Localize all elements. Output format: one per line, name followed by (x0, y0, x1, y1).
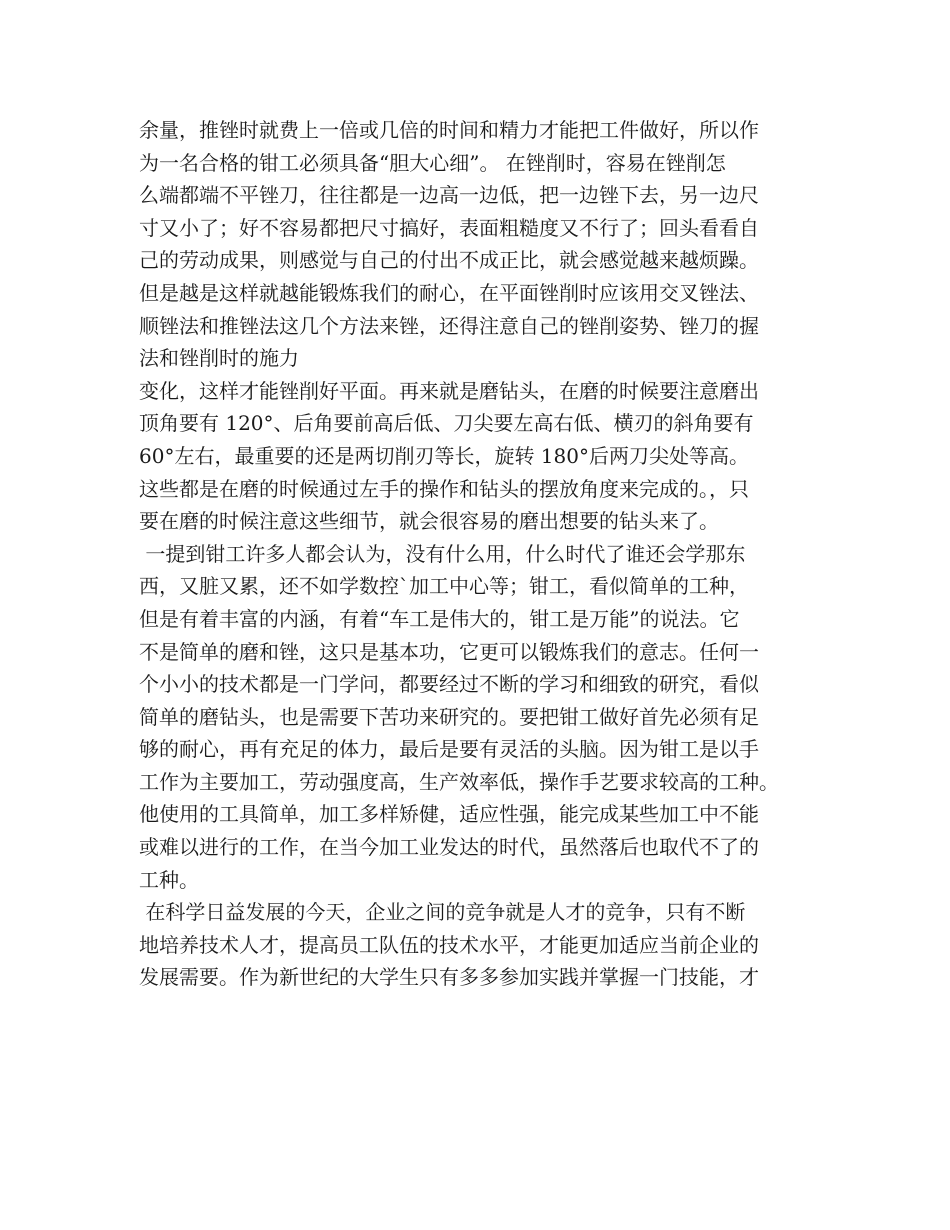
text-line: 寸又小了；好不容易都把尺寸搞好，表面粗糙度又不行了；回头看看自 (139, 215, 759, 240)
text-line: 顺锉法和推锉法这几个方法来锉，还得注意自己的锉削姿势、锉刀的握 (139, 313, 759, 338)
text-line: 己的劳动成果，则感觉与自己的付出不成正比，就会感觉越来越烦躁。 (139, 248, 759, 273)
text-line: 地培养技术人才，提高员工队伍的技术水平，才能更加适应当前企业的 (139, 932, 759, 957)
text-line: 西，又脏又累，还不如学数控`加工中心等；钳工，看似简单的工种， (139, 574, 749, 599)
text-line: 要在磨的时候注意这些细节，就会很容易的磨出想要的钻头来了。 (139, 509, 719, 534)
text-line: 他使用的工具简单，加工多样矫健，适应性强，能完成某些加工中不能 (139, 802, 759, 827)
text-line: 简单的磨钻头，也是需要下苦功来研究的。要把钳工做好首先必须有足 (139, 704, 759, 729)
text-line: 法和锉削时的施力 (139, 346, 299, 371)
text-line: 在科学日益发展的今天，企业之间的竞争就是人才的竞争，只有不断 (139, 900, 746, 925)
text-line: 但是越是这样就越能锻炼我们的耐心，在平面锉削时应该用交叉锉法、 (139, 280, 759, 305)
text-line: 么端都端不平锉刀，往往都是一边高一边低，把一边锉下去，另一边尺 (139, 183, 759, 208)
text-line: 顶角要有 120°、后角要前高后低、刀尖要左高右低、横刃的斜角要有 (139, 411, 754, 436)
text-line: 这些都是在磨的时候通过左手的操作和钻头的摆放角度来完成的。，只 (139, 476, 749, 501)
text-line: 发展需要。作为新世纪的大学生只有多多参加实践并掌握一门技能，才 (139, 965, 759, 990)
text-line: 但是有着丰富的内涵，有着“车工是伟大的，钳工是万能”的说法。它 (139, 606, 740, 631)
text-line: 为一名合格的钳工必须具备“胆大心细”。 在锉削时，容易在锉削怎 (139, 150, 726, 175)
text-line: 工种。 (139, 867, 199, 892)
text-line: 60°左右，最重要的还是两切削刃等长，旋转 180°后两刀尖处等高。 (139, 443, 749, 468)
text-line: 或难以进行的工作，在当今加工业发达的时代，虽然落后也取代不了的 (139, 835, 759, 860)
body-text (139, 114, 839, 994)
text-line: 余量，推锉时就费上一倍或几倍的时间和精力才能把工件做好，所以作 (139, 118, 759, 142)
text-line: 不是简单的磨和锉，这只是基本功，它更可以锻炼我们的意志。任何一 (139, 639, 759, 664)
text-line: 工作为主要加工，劳动强度高，生产效率低，操作手艺要求较高的工种。 (139, 769, 779, 794)
text-line: 变化，这样才能锉削好平面。再来就是磨钻头，在磨的时候要注意磨出 (139, 378, 759, 403)
text-line: 个小小的技术都是一门学问，都要经过不断的学习和细致的研究，看似 (139, 672, 759, 697)
text-line: 够的耐心，再有充足的体力，最后是要有灵活的头脑。因为钳工是以手 (139, 737, 759, 762)
text-line: 一提到钳工许多人都会认为，没有什么用，什么时代了谁还会学那东 (139, 541, 746, 566)
